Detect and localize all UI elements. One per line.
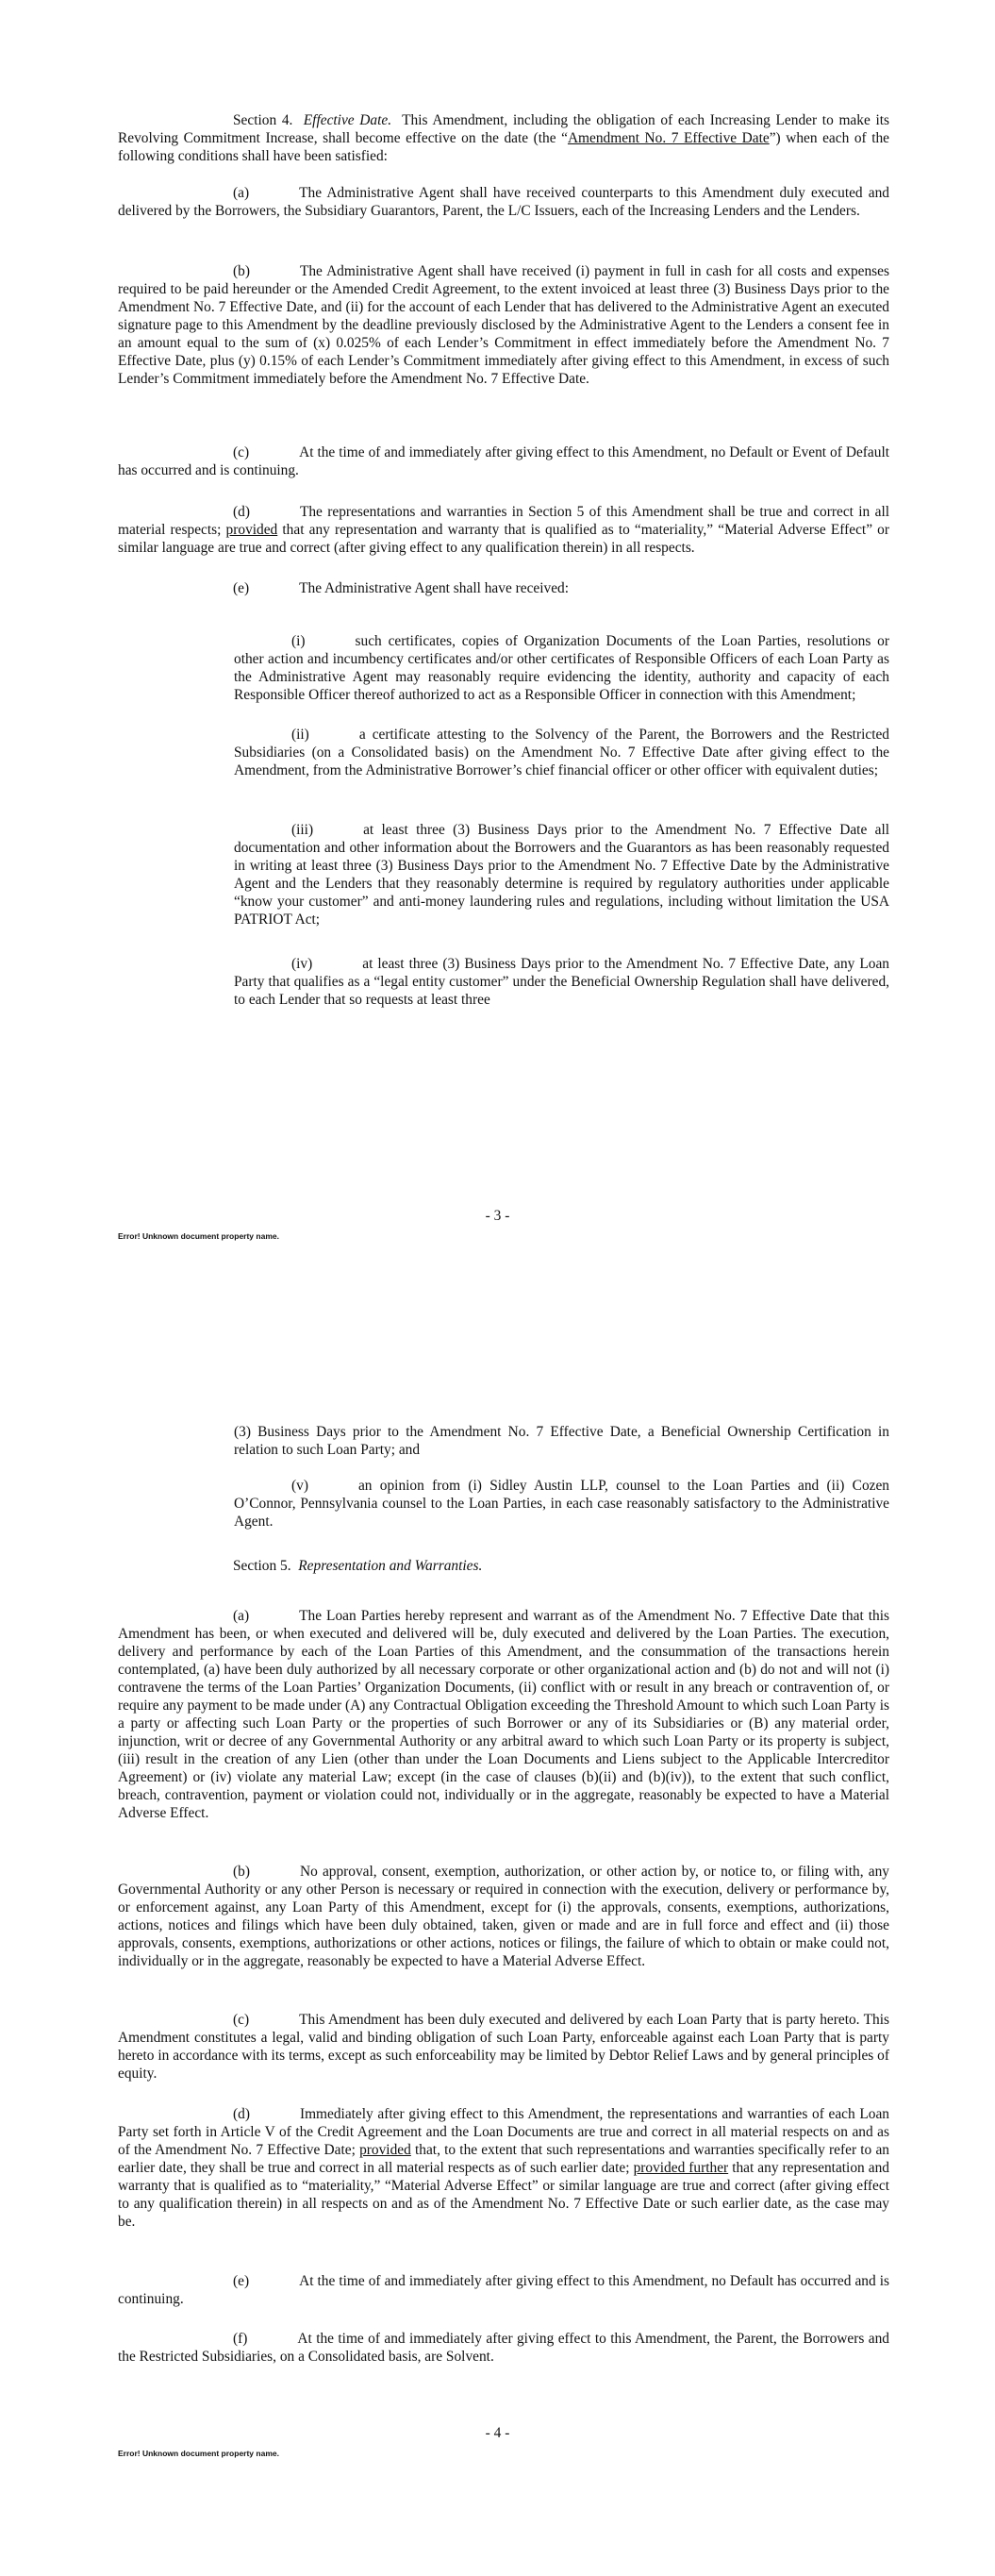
clause-label: (b) — [233, 263, 250, 279]
defined-term-effective-date: Amendment No. 7 Effective Date — [567, 130, 770, 146]
clause-text: This Amendment has been duly executed and delivered by each Loan Party that is party hereto. This Amendment constitutes a legal, valid and binding obligation of such Loan Party, enforceable against each Loan Party that is party hereto in accordance with its terms, except as such enforceability may be limited by Debtor Relief Laws and by general principles of equity. — [118, 2012, 889, 2082]
clause-label: (e) — [233, 2273, 250, 2289]
clause-text: The Loan Parties hereby represent and warrant as of the Amendment No. 7 Effective Date that this Amendment has been, or when executed and delivered will be, duly executed and delivered by the Loan Parties. The execution, delivery and performance by each of the Loan Parties of this Amendment, and the consummation of the transactions herein contemplated, (a) have been duly authorized by all necessary corporate or other organizational action and (b) do not and will not (i) contravene the terms of the Loan Parties’ Organization Documents, (ii) conflict with or result in any breach or contravention of, or require any payment to be made under (A) any Contractual Obligation exceeding the Threshold Amount to which such Loan Party is a party or affecting such Loan Party or the properties of such Borrower or any of its Subsidiaries or (B) any material order, injunction, writ or decree of any Governmental Authority or any arbitral award to which such Loan Party or its property is subject, (iii) result in the creation of any Lien (other than under the Loan Documents and Liens subject to the Applicable Intercreditor Agreement) or (iv) violate any material Law; except (in the case of clauses (b)(ii) and (b)(iv)), to the extent that such conflict, breach, contravention, payment or violation could not, individually or in the aggregate, reasonably be expected to have a Material Adverse Effect. — [118, 1608, 889, 1821]
provided-further-term: provided further — [633, 2160, 729, 2176]
clause-label: (ii) — [291, 727, 309, 743]
clause-text: such certificates, copies of Organization Documents of the Loan Parties, resolutions or other action and incumbency certificates and/or other certificates of Responsible Officers of each Loan Party as the Administrative Agent may reasonably require evidencing the identity, authority and capacity of each Responsible Officer thereof authorized to act as a Responsible Officer in connection with this Amendment; — [234, 633, 889, 703]
provided-term: provided — [359, 2142, 411, 2158]
clause-label: (a) — [233, 1608, 250, 1624]
clause-5c — [118, 2011, 889, 2083]
clause-text: The Administrative Agent shall have received (i) payment in full in cash for all costs and expenses required to be paid hereunder or the Amended Credit Agreement, to the extent invoiced at least three (3) Business Days prior to the Amendment No. 7 Effective Date, and (ii) for the account of each Lender that has delivered to the Administrative Agent an executed signature page to this Amendment by the deadline previously disclosed by the Administrative Agent to the Lenders a consent fee in an amount equal to the sum of (x) 0.025% of each Lender’s Commitment in effect immediately before the Amendment No. 7 Effective Date, plus (y) 0.15% of each Lender’s Commitment immediately after giving effect to this Amendment, in excess of such Lender’s Commitment immediately before the Amendment No. 7 Effective Date. — [118, 263, 889, 387]
clause-label: (iii) — [291, 822, 314, 838]
clause-4e — [118, 579, 889, 597]
clause-text: (3) Business Days prior to the Amendment No. 7 Effective Date, a Beneficial Ownership Certification in relation to such Loan Party; and — [234, 1424, 889, 1458]
clause-label: (e) — [233, 580, 250, 596]
clause-4e-iv-continued — [234, 1423, 889, 1459]
clause-4e-iii — [234, 821, 889, 928]
clause-text-a: Immediately after giving effect to this Amendment, the representations and warranties of each Loan Party set forth in Article V of the Credit Agreement and the Loan Documents are true and correct in all material respects on and as of the Amendment No. 7 Effective Date; — [118, 2106, 889, 2158]
clause-text: At the time of and immediately after giving effect to this Amendment, the Parent, the Borrowers and the Restricted Subsidiaries, on a Consolidated basis, are Solvent. — [118, 2331, 889, 2365]
clause-label: (d) — [233, 504, 250, 520]
clause-5e — [118, 2272, 889, 2308]
page-number: - 3 - — [485, 1208, 510, 1224]
section-5-title: Representation and Warranties. — [298, 1558, 483, 1574]
clause-4c — [118, 443, 889, 479]
clause-4b — [118, 262, 889, 388]
section-5-lead: Section 5. — [233, 1558, 291, 1574]
clause-5a — [118, 1607, 889, 1822]
clause-label: (a) — [233, 185, 250, 201]
clause-label: (iv) — [291, 956, 313, 972]
clause-4e-iv — [234, 955, 889, 1009]
clause-text-b: that, to the extent that such representations and warranties specifically refer to an earlier date, they shall be true and correct in all material respects as of such earlier date; — [118, 2142, 889, 2176]
clause-text-b: that any representation and warranty that is qualified as to “materiality,” “Material Adverse Effect” or similar language are true and correct (after giving effect to any qualification therein) in all respects. — [118, 522, 889, 556]
clause-text: at least three (3) Business Days prior to the Amendment No. 7 Effective Date, any Loan Party that qualifies as a “legal entity customer” under the Beneficial Ownership Regulation shall have delivered, to each Lender that so requests at least three — [234, 956, 889, 1008]
clause-text: At the time of and immediately after giving effect to this Amendment, no Default or Event of Default has occurred and is continuing. — [118, 444, 889, 478]
clause-text: The Administrative Agent shall have received: — [299, 580, 570, 596]
footer-error-text: Error! Unknown document property name. — [118, 2449, 279, 2458]
clause-text-c: that any representation and warranty that is qualified as to “materiality,” “Material Adverse Effect” or similar language are true and correct (after giving effect to any qualification therein) in all respects on and as of the Amendment No. 7 Effective Date or such earlier date, as the case may be. — [118, 2160, 889, 2230]
clause-4e-i — [234, 632, 889, 704]
section-4-paragraph — [118, 111, 889, 165]
clause-4d — [118, 503, 889, 557]
section-4-text-b: ”) when each of the following conditions shall have been satisfied: — [118, 130, 889, 164]
clause-text: At the time of and immediately after giving effect to this Amendment, no Default has occurred and is continuing. — [118, 2273, 889, 2307]
clause-label: (f) — [233, 2331, 248, 2347]
clause-5d — [118, 2105, 889, 2231]
clause-text: an opinion from (i) Sidley Austin LLP, counsel to the Loan Parties and (ii) Cozen O’Connor, Pennsylvania counsel to the Loan Parties, in each case reasonably satisfactory to the Administrative Agent. — [234, 1478, 889, 1530]
clause-text-a: The representations and warranties in Section 5 of this Amendment shall be true and correct in all material respects; — [118, 504, 889, 538]
clause-text: The Administrative Agent shall have received counterparts to this Amendment duly executed and delivered by the Borrowers, the Subsidiary Guarantors, Parent, the L/C Issuers, each of the Increasing Lenders and the Lenders. — [118, 185, 889, 219]
clause-4e-ii — [234, 726, 889, 779]
document-page-4 — [0, 1288, 995, 2576]
clause-text: at least three (3) Business Days prior to the Amendment No. 7 Effective Date all documentation and other information about the Borrowers and the Guarantors as has been reasonably requested in writing at least three (3) Business Days prior to the Amendment No. 7 Effective Date by the Administrative Agent and the Lenders that they reasonably determine is required by regulatory authorities under applicable “know your customer” and anti-money laundering rules and regulations, including without limitation the USA PATRIOT Act; — [234, 822, 889, 928]
page-number: - 4 - — [485, 2425, 510, 2441]
clause-label: (d) — [233, 2106, 250, 2122]
provided-term: provided — [225, 522, 278, 538]
clause-label: (v) — [291, 1478, 308, 1494]
section-4-lead: Section 4. — [233, 112, 293, 128]
clause-5f — [118, 2330, 889, 2366]
section-4-text-a: This Amendment, including the obligation of each Increasing Lender to make its Revolving Commitment Increase, shall become effective on the date (the “ — [118, 112, 889, 146]
section-5-heading — [118, 1557, 889, 1575]
clause-5b — [118, 1863, 889, 1970]
clause-4a — [118, 184, 889, 220]
clause-label: (c) — [233, 444, 250, 460]
footer-error-text: Error! Unknown document property name. — [118, 1231, 279, 1241]
section-4-title: Effective Date. — [303, 112, 392, 128]
clause-label: (c) — [233, 2012, 250, 2028]
clause-label: (i) — [291, 633, 306, 649]
clause-text: a certificate attesting to the Solvency of the Parent, the Borrowers and the Restricted Subsidiaries (on a Consolidated basis) on the Amendment No. 7 Effective Date after giving effect to the Amendment, from the Administrative Borrower’s chief financial officer or other officer with equivalent duties; — [234, 727, 889, 778]
clause-4e-v — [234, 1477, 889, 1531]
clause-text: No approval, consent, exemption, authorization, or other action by, or notice to, or filing with, any Governmental Authority or any other Person is necessary or required in connection with the execution, delivery or performance by, or enforcement against, any Loan Party of this Amendment, except for (i) the approvals, consents, exemptions, authorizations, actions, notices and filings which have been duly obtained, taken, given or made and are in full force and effect and (ii) those approvals, consents, exemptions, authorizations or other actions, notices or filings, the failure of which to obtain or make could not, individually or in the aggregate, reasonably be expected to have a Material Adverse Effect. — [118, 1864, 889, 1969]
clause-label: (b) — [233, 1864, 250, 1880]
